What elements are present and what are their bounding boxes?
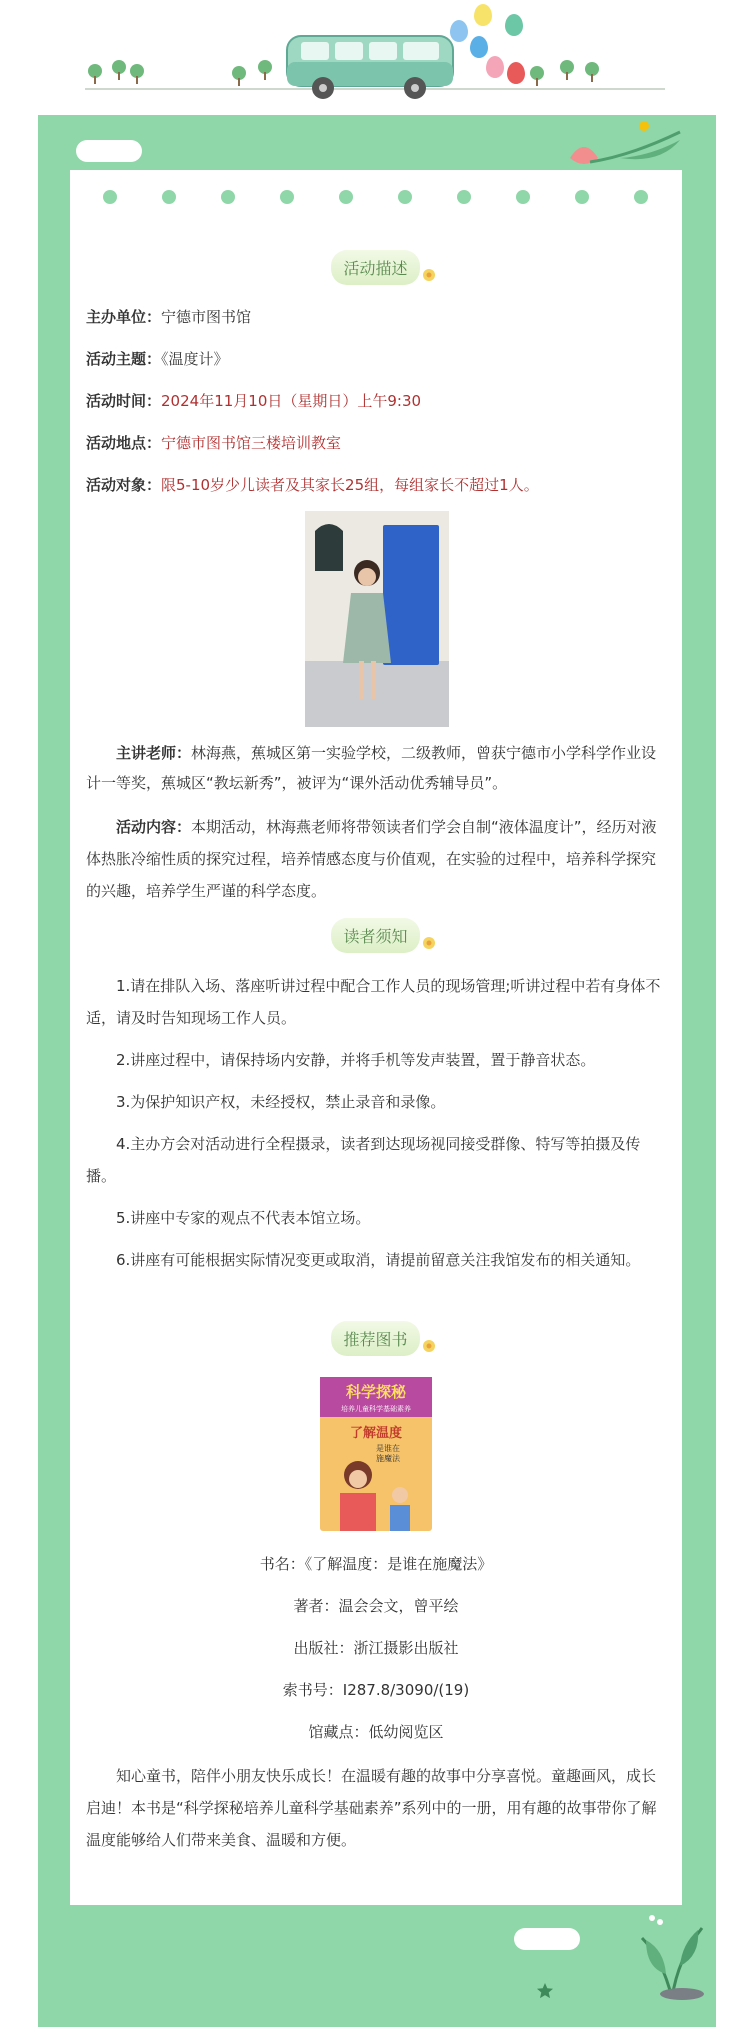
tree-icon (232, 66, 246, 80)
decor-dot (457, 190, 471, 204)
book-line-text: 出版社：浙江摄影出版社 (293, 1639, 459, 1657)
decor-dot (398, 190, 412, 204)
notice-text: 6.讲座有可能根据实际情况变更或取消，请提前留意关注我馆发布的相关通知。 (116, 1251, 641, 1269)
balloon-icon (470, 36, 488, 58)
field-label: 活动对象： (86, 476, 162, 494)
tree-icon (560, 60, 574, 74)
decor-dot (103, 190, 117, 204)
field-theme (86, 339, 666, 379)
flower-icon (418, 932, 440, 954)
notice-item (86, 1128, 666, 1192)
heading-text: 推荐图书 (343, 1330, 408, 1349)
tree-icon (130, 64, 144, 78)
decor-dot (634, 190, 648, 204)
field-label: 主办单位： (86, 308, 162, 326)
heading-pill (331, 918, 419, 953)
decor-dot (339, 190, 353, 204)
tree-icon (258, 60, 272, 74)
decor-dot (575, 190, 589, 204)
notice-text: 1.请在排队入场、落座听讲过程中配合工作人员的现场管理;听讲过程中若有身体不适，请及时告知现场工作人员。 (86, 977, 661, 1027)
field-label: 活动地点： (86, 434, 162, 452)
teacher-label: 主讲老师： (116, 744, 192, 762)
van-icon (285, 32, 455, 102)
plant-icon (632, 1910, 712, 2000)
heading-pill (331, 1321, 419, 1356)
notice-text: 4.主办方会对活动进行全程摄录，读者到达现场视同接受群像、特写等拍摄及传播。 (86, 1135, 641, 1185)
balloon-icon (507, 62, 525, 84)
notice-item (86, 1086, 666, 1118)
cover-subtitle: 培养儿童科学基础素养 (341, 1405, 411, 1413)
heading-text: 读者须知 (343, 927, 408, 946)
book-line (70, 1717, 682, 1747)
cover-title: 了解温度 (349, 1426, 403, 1441)
section-heading-book (0, 1321, 751, 1356)
book-line (70, 1549, 682, 1579)
book-line (70, 1675, 682, 1705)
book-line (70, 1591, 682, 1621)
decor-dot (516, 190, 530, 204)
notice-text: 3.为保护知识产权，未经授权，禁止录音和录像。 (116, 1093, 446, 1111)
decor-dot (280, 190, 294, 204)
book-intro-text: 知心童书，陪伴小朋友快乐成长！在温暖有趣的故事中分享喜悦。童趣画风，成长启迪！本书是“科学探秘培养儿童科学基础素养”系列中的一册，用有趣的故事带你了解温度能够给人们带来美食、温暖和方便。 (86, 1767, 657, 1849)
cloud-icon (76, 140, 142, 162)
tree-icon (112, 60, 126, 74)
balloon-icon (486, 56, 504, 78)
section-heading-notice (0, 918, 751, 953)
book-line-text: 馆藏点：低幼阅览区 (308, 1723, 444, 1741)
cover-series: 科学探秘 (345, 1383, 407, 1401)
content-paragraph (86, 811, 666, 907)
content-label: 活动内容： (116, 818, 192, 836)
star-icon (536, 1982, 554, 2000)
balloon-icon (450, 20, 468, 42)
field-label: 活动时间： (86, 392, 162, 410)
field-time (86, 381, 666, 421)
book-line-text: 索书号：I287.8/3090/(19) (282, 1681, 470, 1699)
book-line (70, 1633, 682, 1663)
field-value: 2024年11月10日（星期日）上午9:30 (161, 392, 422, 410)
book-line-text: 著者：温会会文，曾平绘 (293, 1597, 459, 1615)
field-value: 宁德市图书馆 (161, 308, 252, 326)
field-location (86, 423, 666, 463)
book-cover (318, 1375, 434, 1533)
field-value: 《温度计》 (161, 350, 229, 368)
cover-title-2: 是谁在 (376, 1444, 400, 1453)
field-audience (86, 465, 666, 505)
notice-item (86, 970, 666, 1034)
decor-dot (221, 190, 235, 204)
book-line-text: 书名：《了解温度：是谁在施魔法》 (259, 1555, 493, 1573)
teacher-text: 林海燕，蕉城区第一实验学校，二级教师，曾获宁德市小学科学作业设计一等奖，蕉城区“教坛新秀”，被评为“课外活动优秀辅导员”。 (86, 744, 657, 792)
notice-text: 5.讲座中专家的观点不代表本馆立场。 (116, 1209, 371, 1227)
cloud-icon (514, 1928, 580, 1950)
decor-dot (162, 190, 176, 204)
field-organizer (86, 297, 666, 337)
top-banner (0, 0, 751, 115)
teacher-photo (305, 511, 449, 727)
heading-text: 活动描述 (343, 259, 408, 278)
field-label: 活动主题： (86, 350, 162, 368)
notice-text: 2.讲座过程中，请保持场内安静，并将手机等发声装置，置于静音状态。 (116, 1051, 596, 1069)
notice-item (86, 1244, 666, 1276)
balloon-icon (505, 14, 523, 36)
notice-item (86, 1044, 666, 1076)
cover-title-3: 施魔法 (376, 1454, 400, 1463)
teacher-paragraph (86, 738, 666, 798)
content-text: 本期活动，林海燕老师将带领读者们学会自制“液体温度计”，经历对液体热胀冷缩性质的探究过程，培养情感态度与价值观，在实验的过程中，培养科学探究的兴趣，培养学生严谨的科学态度。 (86, 818, 657, 900)
heading-pill (331, 250, 419, 285)
notice-item (86, 1202, 666, 1234)
tree-icon (585, 62, 599, 76)
tree-icon (530, 66, 544, 80)
book-intro (86, 1760, 666, 1856)
balloon-icon (474, 4, 492, 26)
section-heading-activity (0, 250, 751, 285)
field-value: 限5-10岁少儿读者及其家长25组，每组家长不超过1人。 (161, 476, 539, 494)
field-value: 宁德市图书馆三楼培训教室 (161, 434, 342, 452)
flower-icon (418, 264, 440, 286)
flower-icon (418, 1335, 440, 1357)
tree-icon (88, 64, 102, 78)
